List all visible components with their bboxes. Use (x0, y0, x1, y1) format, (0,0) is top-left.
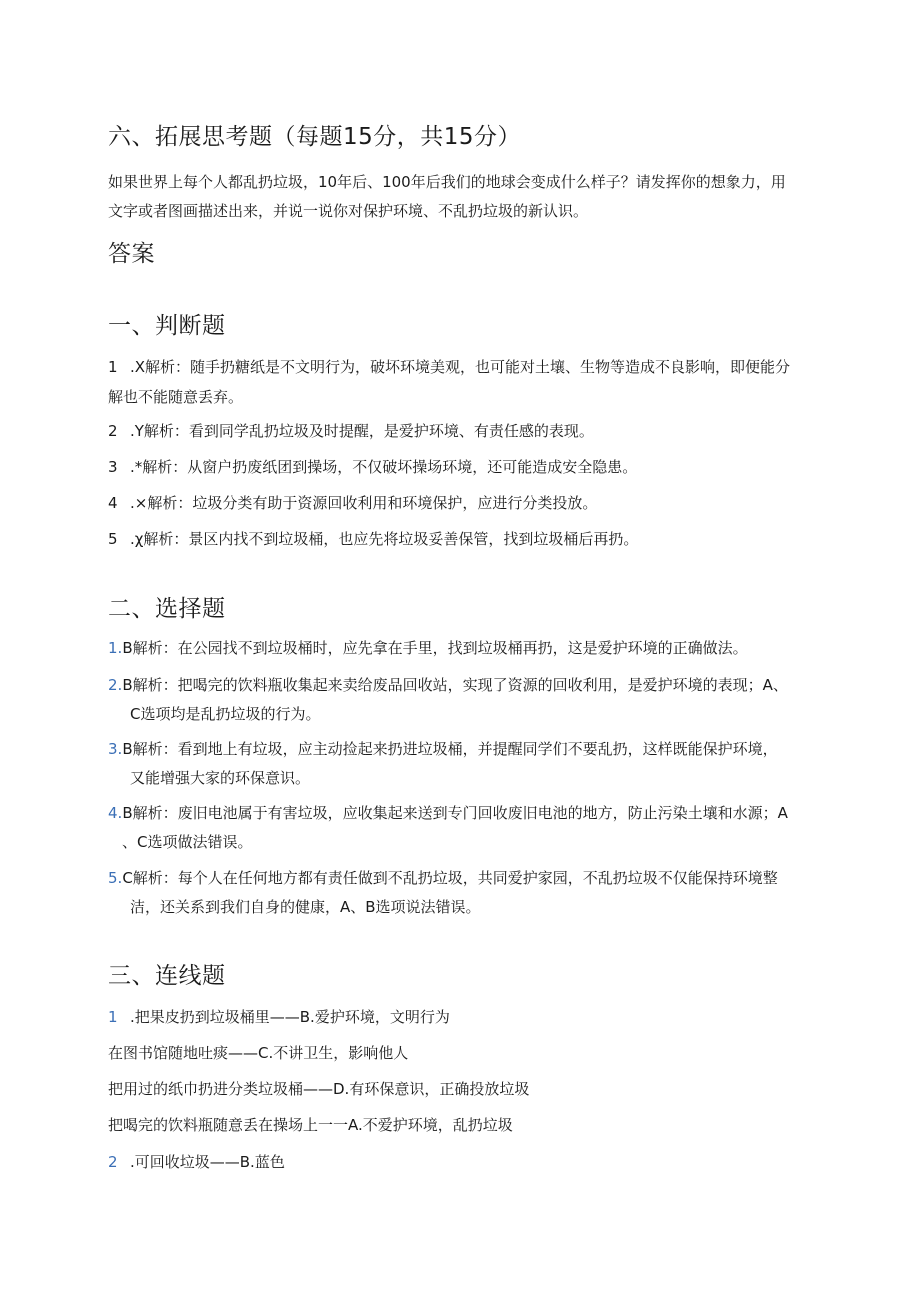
item-number: 2. (108, 676, 123, 694)
match-q1-line3: 把用过的纸巾扔进分类垃圾桶——D.有环保意识，正确投放垃圾 (108, 1080, 530, 1098)
item-text: B解析：看到地上有垃圾，应主动捡起来扔进垃圾桶，并提醒同学们不要乱扔，这样既能保护环境， (122, 740, 778, 758)
item-text-cont: 解也不能随意丢弃。 (108, 388, 244, 406)
match-q1-line4: 把喝完的饮料瓶随意丢在操场上一一A.不爱护环境，乱扔垃圾 (108, 1116, 513, 1134)
match-q1-line1 (108, 1000, 450, 1035)
item-number: 2 (108, 1153, 118, 1171)
match-q1-line2: 在图书馆随地吐痰——C.不讲卫生，影响他人 (108, 1044, 409, 1062)
item-text: .χ解析：景区内找不到垃圾桶，也应先将垃圾妥善保管，找到垃圾桶后再扔。 (130, 530, 639, 548)
item-text: .*解析：从窗户扔废纸团到操场，不仅破坏操场环境，还可能造成安全隐患。 (130, 458, 638, 476)
item-text-cont: 洁，还关系到我们自身的健康，A、B选项说法错误。 (130, 898, 481, 916)
item-number: 1 (108, 358, 118, 376)
item-text: .×解析：垃圾分类有助于资源回收利用和环境保护，应进行分类投放。 (130, 494, 598, 512)
judge-item-1-cont (108, 380, 243, 415)
judge-item-2 (108, 414, 594, 449)
choice-item-4-cont (108, 825, 252, 860)
section3-title: 三、连线题 (108, 963, 226, 989)
item-text-cont: 、C选项做法错误。 (122, 833, 253, 851)
choice-item-3-cont (108, 761, 310, 796)
item-number: 1 (108, 1008, 118, 1026)
item-number: 5 (108, 530, 118, 548)
item-text-cont: 又能增强大家的环保意识。 (130, 769, 311, 787)
item-number: 5. (108, 869, 123, 887)
item-number: 3 (108, 458, 118, 476)
judge-item-4 (108, 486, 597, 521)
item-text: .Y解析：看到同学乱扔垃圾及时提醒，是爱护环境、有责任感的表现。 (130, 422, 594, 440)
section6-question-line1: 如果世界上每个人都乱扔垃圾，10年后、100年后我们的地球会变成什么样子？请发挥你的想象力，用 (108, 173, 786, 191)
item-text: C解析：每个人在任何地方都有责任做到不乱扔垃圾，共同爱护家园，不乱扔垃圾不仅能保持环境整 (122, 869, 778, 887)
section6-title: 六、拓展思考题（每题15分，共15分） (108, 124, 522, 150)
choice-item-2-cont (108, 697, 320, 732)
choice-item-5-cont (108, 890, 481, 925)
item-number: 4. (108, 804, 123, 822)
choice-item-1 (108, 631, 748, 666)
item-text: .X解析：随手扔糖纸是不文明行为，破坏环境美观，也可能对土壤、生物等造成不良影响，即便能分 (130, 358, 791, 376)
item-text: .可回收垃圾——B.蓝色 (130, 1153, 285, 1171)
item-text: B解析：把喝完的饮料瓶收集起来卖给废品回收站，实现了资源的回收利用，是爱护环境的表现；A、 (122, 676, 788, 694)
judge-item-5 (108, 522, 638, 557)
item-number: 1. (108, 639, 123, 657)
match-q2-line1 (108, 1145, 285, 1180)
item-number: 4 (108, 494, 118, 512)
section2-title: 二、选择题 (108, 596, 226, 622)
answer-heading: 答案 (108, 241, 155, 267)
section1-title: 一、判断题 (108, 313, 226, 339)
item-text: B解析：废旧电池属于有害垃圾，应收集起来送到专门回收废旧电池的地方，防止污染土壤和水源；A (122, 804, 788, 822)
section6-question-line2: 文字或者图画描述出来，并说一说你对保护环境、不乱扔垃圾的新认识。 (108, 202, 589, 220)
item-text: B解析：在公园找不到垃圾桶时，应先拿在手里，找到垃圾桶再扔，这是爱护环境的正确做法。 (122, 639, 748, 657)
item-text-cont: C选项均是乱扔垃圾的行为。 (130, 705, 321, 723)
item-number: 3. (108, 740, 123, 758)
judge-item-3 (108, 450, 637, 485)
item-text: .把果皮扔到垃圾桶里——B.爱护环境，文明行为 (130, 1008, 450, 1026)
item-number: 2 (108, 422, 118, 440)
